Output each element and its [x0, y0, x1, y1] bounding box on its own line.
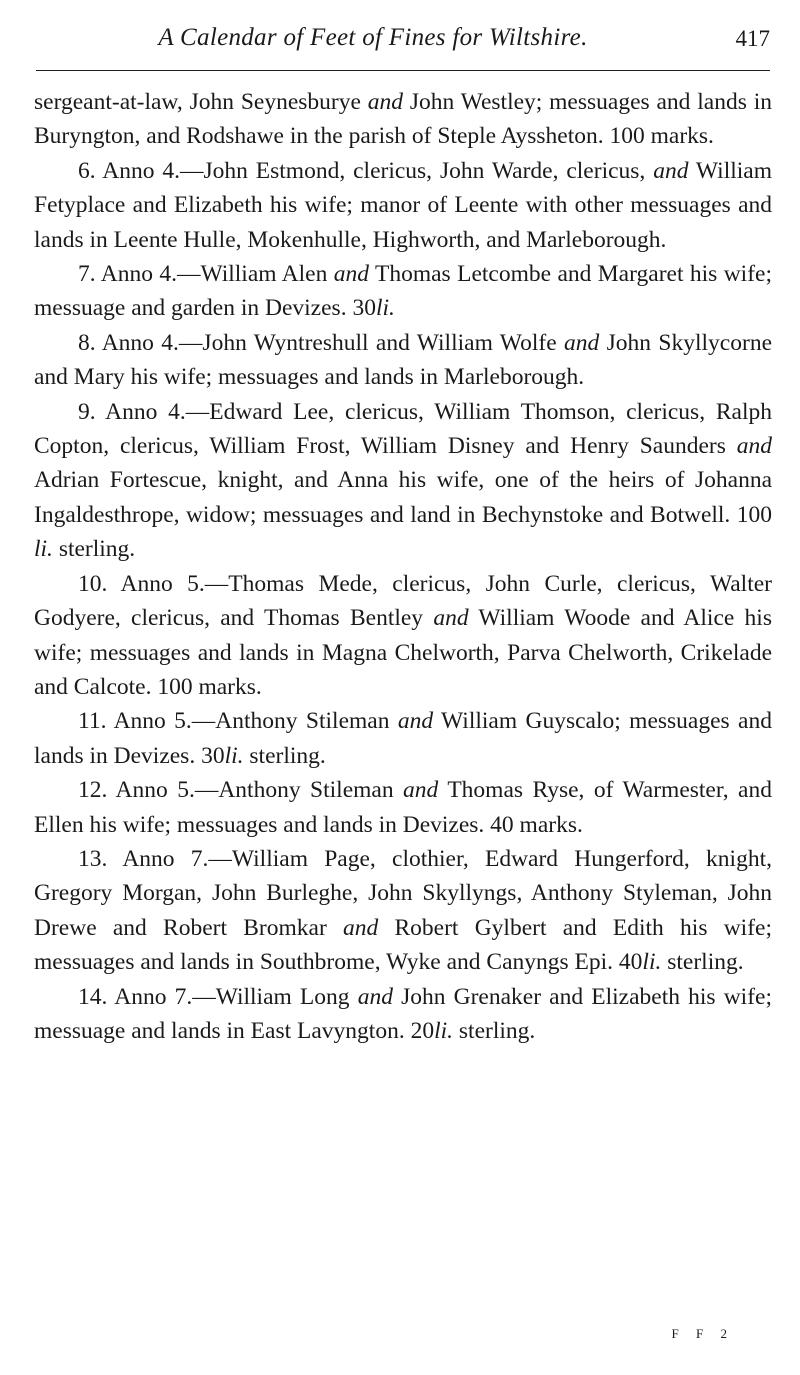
- header-rule: [36, 70, 770, 71]
- text-segment: sterling.: [453, 1017, 536, 1044]
- italic-segment: li.: [375, 295, 395, 322]
- text-segment: sterling.: [243, 742, 326, 769]
- text-segment: 13. Anno 7.—William Page, clothier, Edward Hungerford, knight, Gregory Morgan, John Burleghe, John Skyllyngs, Anthony Styleman, John Drewe and Robert Bromkar: [34, 845, 772, 941]
- italic-segment: and: [367, 89, 404, 115]
- text-segment: Robert Gylbert and Edith his wife; messuages and lands in Southbrome, Wyke and Canyngs Epi. 40: [34, 914, 772, 976]
- italic-segment: and: [564, 329, 600, 356]
- text-segment: Thomas Ryse, of Warmester, and Ellen his wife; messuages and lands in Devizes. 40 marks.: [34, 777, 772, 838]
- italic-segment: and: [433, 605, 469, 632]
- text-segment: sergeant-at-law, John Seynesburye: [34, 89, 368, 115]
- running-title: A Calendar of Feet of Fines for Wiltshire.: [158, 24, 588, 51]
- fine-entry: [34, 842, 772, 980]
- text-segment: Adrian Fortescue, knight, and Anna his wife, one of the heirs of Johanna Ingaldesthrope, widow; messuages and land in Bechynstoke and Botwell. 100: [34, 467, 772, 528]
- italic-segment: and: [403, 777, 439, 804]
- text-segment: 10. Anno 5.—Thomas Mede, clericus, John Curle, clericus, Walter Godyere, clericus, and Thomas Bentley: [34, 570, 772, 632]
- fine-entry: [34, 257, 772, 326]
- text-segment: John Skyllycorne and Mary his wife; messuages and lands in Marleborough.: [34, 329, 772, 391]
- fine-entry: [34, 395, 772, 567]
- fine-entry: [34, 773, 772, 842]
- page-number: 417: [735, 26, 770, 51]
- text-segment: William Woode and Alice his wife; messuages and lands in Magna Chelworth, Parva Chelworth, Crikelade and Calcote. 100 marks.: [34, 605, 772, 700]
- fine-entry: [34, 704, 772, 773]
- fine-entry: [34, 980, 772, 1049]
- italic-segment: li.: [224, 742, 244, 769]
- italic-segment: and: [736, 433, 772, 460]
- italic-segment: li.: [434, 1017, 454, 1044]
- text-segment: 7. Anno 4.—William Alen: [78, 261, 334, 288]
- italic-segment: and: [357, 983, 393, 1010]
- continuation-paragraph: [34, 85, 772, 154]
- text-segment: 14. Anno 7.—William Long: [78, 983, 358, 1010]
- text-segment: 6. Anno 4.—John Estmond, clericus, John Warde, clericus,: [78, 157, 654, 184]
- text-segment: sterling.: [52, 536, 136, 563]
- text-segment: William Guyscalo; messuages and lands in Devizes. 30: [34, 708, 772, 769]
- italic-segment: and: [343, 914, 379, 941]
- text-segment: 12. Anno 5.—Anthony Stileman: [78, 777, 404, 804]
- italic-segment: and: [333, 261, 369, 288]
- text-segment: 9. Anno 4.—Edward Lee, clericus, William Thomson, clericus, Ralph Copton, clericus, William Frost, William Disney and Henry Saunders: [34, 398, 772, 460]
- text-segment: 11. Anno 5.—Anthony Stileman: [78, 708, 398, 735]
- italic-segment: li.: [34, 536, 53, 563]
- text-segment: John Grenaker and Elizabeth his wife; messuage and lands in East Lavyngton. 20: [34, 983, 772, 1044]
- text-segment: sterling.: [661, 949, 744, 976]
- text-segment: Thomas Letcombe and Margaret his wife; messuage and garden in Devizes. 30: [34, 261, 772, 322]
- text-segment: 8. Anno 4.—John Wyntreshull and William Wolfe: [78, 329, 565, 356]
- italic-segment: and: [653, 157, 689, 184]
- fine-entry: [34, 154, 772, 257]
- italic-segment: li.: [642, 949, 662, 976]
- signature-mark: F F 2: [671, 1326, 734, 1341]
- body-text: [34, 85, 772, 1048]
- italic-segment: and: [397, 708, 434, 735]
- fine-entry: [34, 567, 772, 705]
- text-segment: William Fetyplace and Elizabeth his wife; manor of Leente with other messuages and lands in Leente Hulle, Mokenhulle, Highworth, and Marleborough.: [34, 157, 772, 253]
- text-segment: John Westley; messuages and lands in Buryngton, and Rodshawe in the parish of Steple Ayssheton. 100 marks.: [34, 89, 773, 150]
- running-header: [36, 20, 770, 56]
- fine-entry: [34, 326, 772, 395]
